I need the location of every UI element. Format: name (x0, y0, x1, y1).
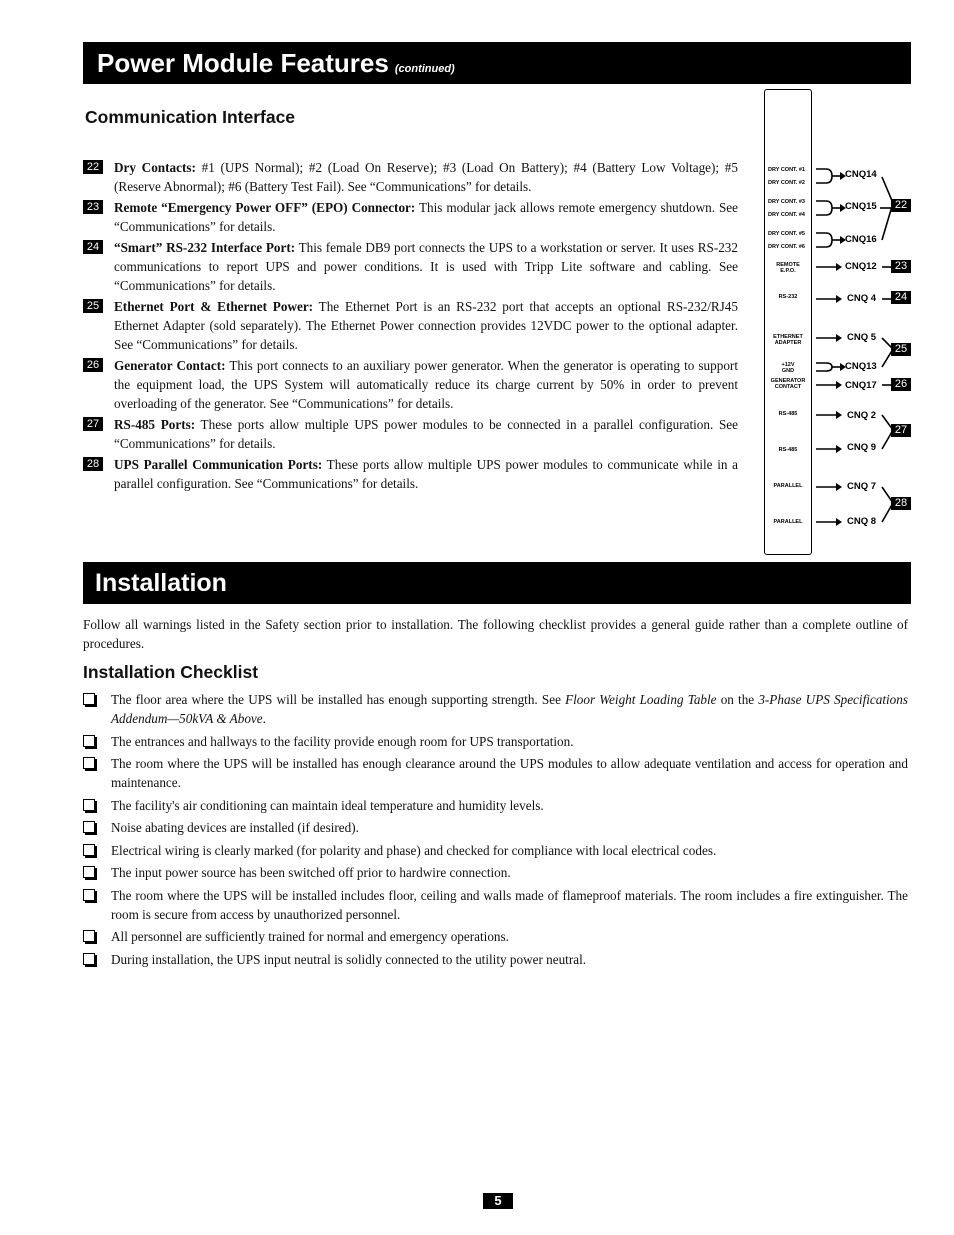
connector-label: CNQ13 (845, 361, 877, 372)
reference-title: 3-Phase UPS Specifications Addendum—50kVA & Above (111, 692, 908, 726)
connector-label: CNQ14 (845, 169, 877, 180)
checklist-item: The room where the UPS will be installed has enough clearance around the UPS modules to allow adequate ventilation and access for operation and maintenance. (83, 754, 908, 792)
diagram-callout: 24 (891, 291, 911, 304)
feature-text: These ports allow multiple UPS power modules to be connected in a parallel configuration. See “Communications” for details. (114, 417, 738, 451)
connector-label: CNQ 5 (847, 332, 877, 343)
panel-label: E.P.O. (780, 268, 796, 274)
installation-checklist (83, 690, 908, 972)
feature-label: Dry Contacts: (114, 160, 196, 175)
connector-label: CNQ17 (845, 380, 877, 391)
connector-label: CNQ 9 (847, 442, 877, 453)
bracket-arrow (816, 169, 832, 183)
diagram-callout: 25 (891, 343, 911, 356)
connector-label: CNQ16 (845, 234, 877, 245)
panel-label: DRY CONT. #4 (768, 212, 805, 218)
feature-text: #1 (UPS Normal); #2 (Load On Reserve); #3 (Load On Battery); #4 (Battery Low Voltage); #5 (Reserve Abnormal); #6 (Battery Test Fail). See “Communications” for details. (114, 160, 738, 194)
connector-label: CNQ15 (845, 201, 877, 212)
panel-label: DRY CONT. #5 (768, 231, 805, 237)
panel-label: RS-485 (778, 411, 798, 417)
callout-number: 27 (83, 417, 103, 431)
callout-number: 26 (83, 358, 103, 372)
checkbox-icon (83, 930, 95, 942)
diagram-callout: 23 (891, 260, 911, 273)
panel-label: DRY CONT. #1 (768, 167, 805, 173)
checkbox-icon (83, 953, 95, 965)
panel-label: ETHERNET (773, 334, 803, 340)
checkbox-icon (83, 866, 95, 878)
checklist-item: The entrances and hallways to the facility provide enough room for UPS transportation. (83, 732, 908, 751)
checklist-item: The facility's air conditioning can maintain ideal temperature and humidity levels. (83, 796, 908, 815)
panel-label: DRY CONT. #3 (768, 199, 805, 205)
diagram-callout: 28 (891, 497, 911, 510)
feature-label: “Smart” RS-232 Interface Port: (114, 240, 296, 255)
connector-label: CNQ 8 (847, 516, 877, 527)
bracket-arrow (816, 201, 832, 215)
callout-number: 25 (83, 299, 103, 313)
reference-title: Floor Weight Loading Table (565, 692, 717, 707)
feature-text: This female DB9 port connects the UPS to a workstation or server. It uses RS-232 communications to report UPS and power conditions. It is used with Tripp Lite software and cabling. See “Communications” for details. (114, 240, 738, 293)
panel-label: CONTACT (774, 384, 802, 390)
connector-label: CNQ 7 (847, 481, 877, 492)
feature-text: These ports allow multiple UPS power modules to communicate while in a parallel configuration. See “Communications” for details. (114, 457, 738, 491)
feature-label: Ethernet Port & Ethernet Power: (114, 299, 314, 314)
panel-label: REMOTE (776, 262, 800, 268)
panel-label: ADAPTER (774, 340, 802, 346)
feature-text: The Ethernet Port is an RS-232 port that accepts an optional RS-232/RJ45 Ethernet Adapter (sold separately). The Ethernet Power connection provides 12VDC power to the optional adapter. See “Communications” for details. (114, 299, 738, 352)
installation-title: Installation (95, 569, 227, 597)
checklist-item: All personnel are sufficiently trained for normal and emergency operations. (83, 927, 908, 946)
feature-label: Remote “Emergency Power OFF” (EPO) Connector: (114, 200, 416, 215)
checkbox-icon (83, 889, 95, 901)
checklist-item: Noise abating devices are installed (if desired). (83, 818, 908, 837)
callout-number: 22 (83, 160, 103, 174)
feature-label: UPS Parallel Communication Ports: (114, 457, 323, 472)
checklist-item: The floor area where the UPS will be installed has enough supporting strength. See Floor Weight Loading Table on the 3-Phase UPS Specifications Addendum—50kVA & Above. (83, 690, 908, 728)
bracket-arrow (816, 363, 832, 371)
communication-interface-heading: Communication Interface (85, 107, 296, 127)
panel-label: PARALLEL (773, 519, 803, 525)
checkbox-icon (83, 757, 95, 769)
section-subtitle: (continued) (394, 63, 455, 75)
panel-label: GND (781, 368, 795, 374)
checklist-item: Electrical wiring is clearly marked (for polarity and phase) and checked for compliance with local electrical codes. (83, 841, 908, 860)
feature-label: Generator Contact: (114, 358, 226, 373)
diagram-callout: 27 (891, 424, 911, 437)
bracket-arrow (816, 233, 832, 247)
feature-label: RS-485 Ports: (114, 417, 196, 432)
page-number: 5 (483, 1193, 513, 1209)
connector-label: CNQ 4 (847, 293, 877, 304)
checklist-item: During installation, the UPS input neutral is solidly connected to the utility power neutral. (83, 950, 908, 969)
panel-label: PARALLEL (773, 483, 803, 489)
checklist-item: The input power source has been switched off prior to hardwire connection. (83, 863, 908, 882)
installation-intro: Follow all warnings listed in the Safety section prior to installation. The following checklist provides a general guide rather than a complete outline of procedures. (83, 617, 908, 651)
section-header-installation (83, 562, 911, 604)
connector-label: CNQ 2 (847, 410, 877, 421)
callout-number: 23 (83, 200, 103, 214)
diagram-callout: 22 (891, 199, 911, 212)
installation-checklist-heading: Installation Checklist (83, 662, 259, 682)
panel-label: +12V (781, 362, 795, 368)
feature-text: This port connects to an auxiliary power generator. When the generator is operating to support the equipment load, the UPS System will automatically reduce its charge current by 50% in order to prevent overloading of the generator. See “Communications” for details. (114, 358, 738, 411)
feature-text: This modular jack allows remote emergency shutdown. See “Communications” for details. (114, 200, 738, 234)
panel-label: RS-232 (778, 294, 798, 300)
panel-label: DRY CONT. #2 (768, 180, 805, 186)
checkbox-icon (83, 821, 95, 833)
checkbox-icon (83, 844, 95, 856)
connector-label: CNQ12 (845, 261, 877, 272)
diagram-callout: 26 (891, 378, 911, 391)
callout-number: 24 (83, 240, 103, 254)
section-title: Power Module Features (97, 48, 389, 78)
checklist-item: The room where the UPS will be installed includes floor, ceiling and walls made of flameproof materials. The room includes a fire extinguisher. The room is secure from access by unauthorized personnel. (83, 886, 908, 924)
panel-label: DRY CONT. #6 (768, 244, 805, 250)
checkbox-icon (83, 693, 95, 705)
checkbox-icon (83, 799, 95, 811)
callout-number: 28 (83, 457, 103, 471)
panel-label: RS-485 (778, 447, 798, 453)
panel-label: GENERATOR (770, 378, 806, 384)
checkbox-icon (83, 735, 95, 747)
